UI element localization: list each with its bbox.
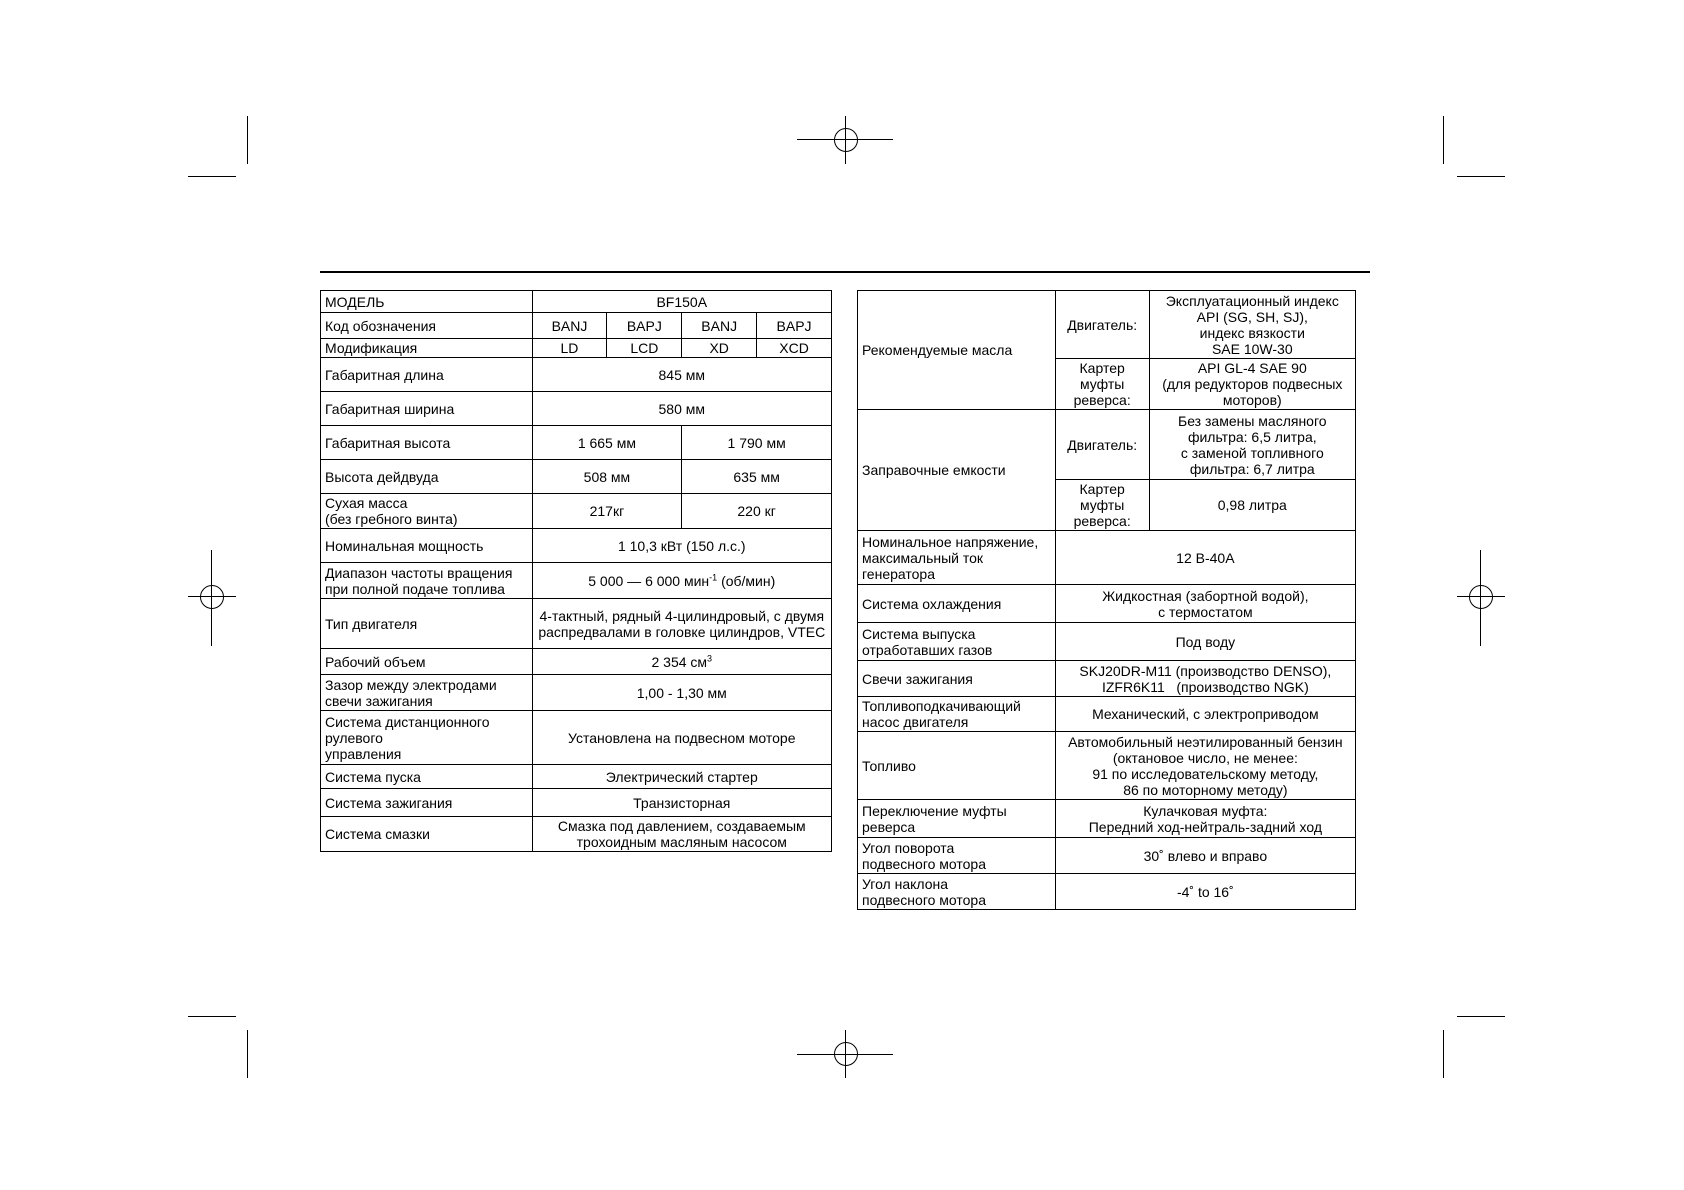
lubrication-line: Смазка под давлением, создаваемым bbox=[557, 818, 806, 834]
model-label: МОДЕЛЬ bbox=[321, 291, 533, 313]
table-row bbox=[858, 732, 1356, 800]
table-row bbox=[321, 313, 832, 339]
spec-table-left bbox=[320, 290, 832, 852]
dry-mass-label bbox=[321, 494, 533, 529]
text-line: Система выпуска bbox=[862, 625, 976, 642]
plugs-value bbox=[1055, 661, 1355, 697]
text-line: генератора bbox=[862, 565, 935, 582]
dry-mass-value: 220 кг bbox=[682, 494, 832, 529]
displacement-value bbox=[532, 649, 831, 675]
modification-label: Модификация bbox=[321, 339, 533, 358]
displacement-label: Рабочий объем bbox=[321, 649, 533, 675]
table-row bbox=[321, 675, 832, 711]
clutch-label bbox=[858, 800, 1056, 838]
table-row bbox=[858, 697, 1356, 732]
table-row bbox=[858, 585, 1356, 623]
start-value: Электрический стартер bbox=[532, 765, 831, 789]
steering-value: Установлена на подвесном моторе bbox=[532, 711, 831, 765]
steering-label bbox=[321, 711, 533, 765]
table-row bbox=[858, 291, 1356, 359]
table-row bbox=[321, 426, 832, 460]
spec-table-right bbox=[857, 290, 1356, 910]
start-label: Система пуска bbox=[321, 765, 533, 789]
cooling-value bbox=[1055, 585, 1355, 623]
lubrication-value bbox=[532, 817, 831, 852]
text-line: SAE 10W-30 bbox=[1211, 340, 1293, 357]
transom-label: Высота дейдвуда bbox=[321, 460, 533, 494]
text-line: 86 по моторному методу) bbox=[1123, 781, 1288, 798]
text-line: отработавших газов bbox=[862, 641, 993, 658]
displacement-value-main: 2 354 см bbox=[651, 653, 708, 670]
gap-value: 1,00 - 1,30 мм bbox=[532, 675, 831, 711]
text-line: подвесного мотора bbox=[862, 891, 987, 908]
ignition-value: Транзисторная bbox=[532, 789, 831, 817]
text-line: Кулачковая муфта: bbox=[1143, 802, 1268, 819]
rpm-value-sup: -1 bbox=[709, 571, 718, 582]
code-value: BANJ bbox=[532, 313, 607, 339]
ignition-label: Система зажигания bbox=[321, 789, 533, 817]
crop-mark bbox=[188, 176, 236, 177]
text-line: реверса: bbox=[1073, 513, 1131, 529]
table-row bbox=[321, 563, 832, 599]
modification-value: LCD bbox=[607, 339, 682, 358]
power-value: 1 10,3 кВт (150 л.с.) bbox=[532, 529, 831, 563]
table-row bbox=[858, 410, 1356, 480]
engine-type-line: распредвалами в головке цилиндров, VTEC bbox=[538, 623, 826, 640]
steering-label-line: рулевого bbox=[325, 729, 383, 746]
clutch-value bbox=[1055, 800, 1355, 838]
model-value: BF150A bbox=[532, 291, 831, 313]
engine-type-value bbox=[532, 599, 831, 649]
gap-label-line: Зазор между электродами bbox=[325, 676, 497, 693]
registration-circle bbox=[200, 585, 224, 609]
table-row bbox=[321, 711, 832, 765]
dry-mass-label-line: Сухая масса bbox=[325, 495, 408, 511]
height-value: 1 790 мм bbox=[682, 426, 832, 460]
text-line: Картер bbox=[1079, 481, 1125, 497]
text-line: индекс вязкости bbox=[1199, 324, 1305, 341]
text-line: с заменой топливного bbox=[1180, 444, 1324, 461]
cooling-label: Система охлаждения bbox=[858, 585, 1056, 623]
capacity-gear-value: 0,98 литра bbox=[1149, 480, 1355, 531]
width-value: 580 мм bbox=[532, 392, 831, 426]
turn-value: 30˚ влево и вправо bbox=[1055, 838, 1355, 874]
rpm-label-line: при полной подаче топлива bbox=[325, 580, 505, 597]
fuel-label: Топливо bbox=[858, 732, 1056, 800]
gap-label bbox=[321, 675, 533, 711]
crop-mark bbox=[1443, 1030, 1444, 1078]
text-line: Угол наклона bbox=[862, 875, 949, 892]
width-label: Габаритная ширина bbox=[321, 392, 533, 426]
text-line: насос двигателя bbox=[862, 714, 969, 730]
fuel-pump-label bbox=[858, 697, 1056, 732]
tilt-label bbox=[858, 874, 1056, 910]
text-line: Без замены масляного bbox=[1178, 412, 1327, 429]
table-row bbox=[321, 817, 832, 852]
registration-circle bbox=[834, 128, 858, 152]
oils-engine-label: Двигатель: bbox=[1055, 291, 1149, 359]
capacity-label: Заправочные емкости bbox=[858, 410, 1056, 531]
text-line: Эксплуатационный индекс bbox=[1165, 292, 1339, 309]
modification-value: LD bbox=[532, 339, 607, 358]
gap-label-line: свечи зажигания bbox=[325, 692, 433, 709]
rpm-value-tail: (об/мин) bbox=[717, 572, 776, 589]
length-label: Габаритная длина bbox=[321, 358, 533, 392]
table-row bbox=[858, 623, 1356, 661]
table-row bbox=[321, 649, 832, 675]
text-line: Угол поворота bbox=[862, 839, 955, 856]
tilt-value: -4˚ to 16˚ bbox=[1055, 874, 1355, 910]
lubrication-label: Система смазки bbox=[321, 817, 533, 852]
text-line: Жидкостная (забортной водой), bbox=[1102, 587, 1309, 604]
table-row bbox=[321, 358, 832, 392]
table-row bbox=[321, 291, 832, 313]
text-line: реверса bbox=[862, 818, 916, 835]
text-line: моторов) bbox=[1222, 392, 1282, 408]
oils-gear-value bbox=[1149, 359, 1355, 410]
text-line: муфты bbox=[1080, 497, 1125, 513]
text-line: Переключение муфты bbox=[862, 802, 1007, 819]
table-row bbox=[858, 661, 1356, 697]
oils-gear-label bbox=[1055, 359, 1149, 410]
code-value: BAPJ bbox=[607, 313, 682, 339]
text-line: максимальный ток bbox=[862, 549, 984, 566]
table-row bbox=[321, 392, 832, 426]
code-value: BAPJ bbox=[757, 313, 832, 339]
table-row bbox=[858, 531, 1356, 585]
table-row bbox=[321, 599, 832, 649]
voltage-value: 12 В-40А bbox=[1055, 531, 1355, 585]
table-row bbox=[321, 765, 832, 789]
power-label: Номинальная мощность bbox=[321, 529, 533, 563]
text-line: Картер bbox=[1079, 360, 1125, 376]
modification-value: XCD bbox=[757, 339, 832, 358]
height-label: Габаритная высота bbox=[321, 426, 533, 460]
text-line: Топливоподкачивающий bbox=[862, 698, 1021, 714]
text-line: фильтра: 6,7 литра bbox=[1189, 460, 1315, 477]
capacity-gear-label bbox=[1055, 480, 1149, 531]
transom-value: 508 мм bbox=[532, 460, 682, 494]
displacement-value-sup: 3 bbox=[707, 652, 713, 663]
rpm-value bbox=[532, 563, 831, 599]
table-row bbox=[321, 460, 832, 494]
oils-engine-value bbox=[1149, 291, 1355, 359]
steering-label-line: Система дистанционного bbox=[325, 713, 490, 730]
text-line: Автомобильный неэтилированный бензин bbox=[1068, 733, 1343, 750]
exhaust-value: Под воду bbox=[1055, 623, 1355, 661]
text-line: подвесного мотора bbox=[862, 855, 987, 872]
turn-label bbox=[858, 838, 1056, 874]
transom-value: 635 мм bbox=[682, 460, 832, 494]
dry-mass-value: 217кг bbox=[532, 494, 682, 529]
table-row bbox=[858, 838, 1356, 874]
table-row bbox=[858, 800, 1356, 838]
text-line: SKJ20DR-M11 (производство DENSO), bbox=[1079, 662, 1332, 679]
rpm-label-line: Диапазон частоты вращения bbox=[325, 564, 513, 581]
text-line: Передний ход-нейтраль-задний ход bbox=[1088, 818, 1322, 835]
text-line: Номинальное напряжение, bbox=[862, 533, 1039, 550]
crop-mark bbox=[188, 1016, 236, 1017]
text-line: 91 по исследовательскому методу, bbox=[1092, 765, 1319, 782]
text-line: API GL-4 SAE 90 bbox=[1197, 360, 1307, 376]
text-line: (для редукторов подвесных bbox=[1162, 376, 1343, 392]
text-line: API (SG, SH, SJ), bbox=[1196, 308, 1308, 325]
fuel-value bbox=[1055, 732, 1355, 800]
plugs-label: Свечи зажигания bbox=[858, 661, 1056, 697]
crop-mark bbox=[247, 1030, 248, 1078]
text-line: (октановое число, не менее: bbox=[1112, 749, 1298, 766]
text-line: с термостатом bbox=[1158, 603, 1253, 620]
registration-circle bbox=[834, 1042, 858, 1066]
code-value: BANJ bbox=[682, 313, 757, 339]
crop-mark bbox=[1457, 176, 1505, 177]
dry-mass-label-line: (без гребного винта) bbox=[325, 511, 458, 527]
text-line: реверса: bbox=[1073, 392, 1131, 408]
engine-type-line: 4-тактный, рядный 4-цилиндровый, с двумя bbox=[539, 607, 825, 624]
text-line: фильтра: 6,5 литра, bbox=[1187, 428, 1317, 445]
table-row bbox=[321, 494, 832, 529]
fuel-pump-value: Механический, с электроприводом bbox=[1055, 697, 1355, 732]
header-rule bbox=[320, 271, 1370, 273]
table-row bbox=[321, 339, 832, 358]
registration-circle bbox=[1469, 585, 1493, 609]
lubrication-line: трохоидным масляным насосом bbox=[576, 834, 787, 850]
rpm-value-main: 5 000 — 6 000 мин bbox=[588, 572, 710, 589]
crop-mark bbox=[1443, 116, 1444, 164]
text-line: муфты bbox=[1080, 376, 1125, 392]
steering-label-line: управления bbox=[325, 745, 402, 762]
engine-type-label: Тип двигателя bbox=[321, 599, 533, 649]
capacity-engine-label: Двигатель: bbox=[1055, 410, 1149, 480]
modification-value: XD bbox=[682, 339, 757, 358]
height-value: 1 665 мм bbox=[532, 426, 682, 460]
table-row bbox=[321, 529, 832, 563]
length-value: 845 мм bbox=[532, 358, 831, 392]
text-line: IZFR6K11 (производство NGK) bbox=[1101, 678, 1309, 695]
crop-mark bbox=[247, 116, 248, 164]
oils-label: Рекомендуемые масла bbox=[858, 291, 1056, 410]
table-row bbox=[321, 789, 832, 817]
crop-mark bbox=[1457, 1016, 1505, 1017]
voltage-label bbox=[858, 531, 1056, 585]
capacity-engine-value bbox=[1149, 410, 1355, 480]
exhaust-label bbox=[858, 623, 1056, 661]
rpm-label bbox=[321, 563, 533, 599]
table-row bbox=[858, 874, 1356, 910]
code-label: Код обозначения bbox=[321, 313, 533, 339]
